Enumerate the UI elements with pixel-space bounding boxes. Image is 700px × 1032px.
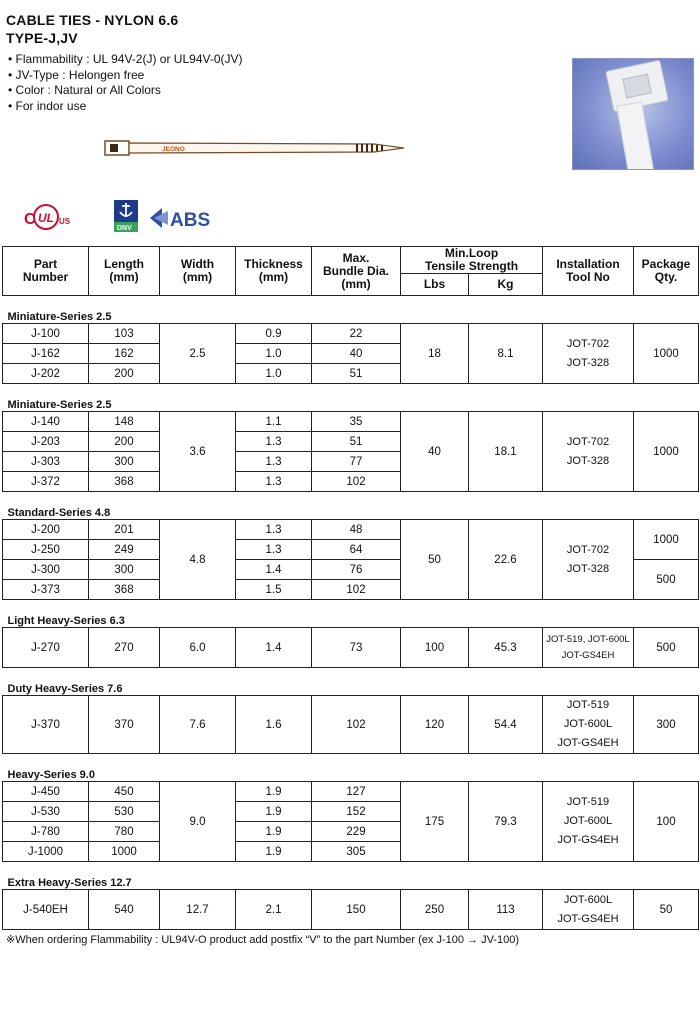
brand-text: JEONO	[162, 146, 185, 153]
kg-cell: 8.1	[469, 324, 543, 384]
length-cell: 1000	[89, 842, 160, 862]
tool-name: JOT-GS4EH	[557, 737, 619, 749]
part-number-cell: J-203	[3, 432, 89, 452]
length-cell: 450	[89, 782, 160, 802]
part-number-cell: J-303	[3, 452, 89, 472]
feature-item: • JV-Type : Helongen free	[8, 68, 243, 84]
installation-tool-cell	[543, 520, 634, 600]
tool-name: JOT-702	[566, 337, 610, 350]
thickness-cell: 1.3	[236, 432, 312, 452]
part-number-cell: J-140	[3, 412, 89, 432]
lbs-cell: 50	[401, 520, 469, 600]
width-cell: 4.8	[160, 520, 236, 600]
series-heading: Miniature-Series 2.5	[7, 311, 112, 323]
bundle-dia-cell: 77	[312, 452, 401, 472]
length-cell: 162	[89, 344, 160, 364]
length-cell: 300	[89, 560, 160, 580]
package-qty-cell: 1000	[634, 520, 699, 560]
length-cell: 530	[89, 802, 160, 822]
bundle-dia-cell: 152	[312, 802, 401, 822]
spec-table	[2, 246, 699, 930]
thickness-cell: 1.3	[236, 540, 312, 560]
photo-tie-body	[616, 101, 655, 170]
kg-cell: 22.6	[469, 520, 543, 600]
tool-name: JOT-519, JOT-600L	[546, 633, 630, 645]
bundle-dia-cell: 73	[312, 628, 401, 668]
part-number-cell: J-372	[3, 472, 89, 492]
table-row	[3, 324, 699, 344]
installation-tool-cell	[543, 324, 634, 384]
thickness-cell: 1.0	[236, 344, 312, 364]
part-number-cell: J-373	[3, 580, 89, 600]
package-qty-cell: 1000	[634, 412, 699, 492]
header-tool: Installation Tool No	[543, 247, 634, 296]
width-cell: 12.7	[160, 890, 236, 930]
feature-item: • Flammability : UL 94V-2(J) or UL94V-0(JV)	[8, 52, 243, 68]
series-heading: Heavy-Series 9.0	[7, 769, 95, 781]
package-qty-cell: 300	[634, 696, 699, 754]
part-number-cell: J-1000	[3, 842, 89, 862]
table-row	[3, 890, 699, 930]
series-heading: Extra Heavy-Series 12.7	[7, 877, 132, 889]
kg-cell: 113	[469, 890, 543, 930]
length-cell: 368	[89, 580, 160, 600]
package-qty-cell: 100	[634, 782, 699, 862]
thickness-cell: 1.3	[236, 452, 312, 472]
header-min-loop: Min.Loop Tensile Strength	[401, 247, 543, 274]
tool-name: JOT-GS4EH	[557, 912, 619, 925]
length-cell: 300	[89, 452, 160, 472]
part-number-cell: J-300	[3, 560, 89, 580]
series-heading-row	[3, 296, 699, 324]
feature-item: • For indor use	[8, 99, 243, 115]
series-heading: Duty Heavy-Series 7.6	[7, 683, 123, 695]
table-row	[3, 696, 699, 754]
lbs-cell: 18	[401, 324, 469, 384]
length-cell: 200	[89, 432, 160, 452]
length-cell: 200	[89, 364, 160, 384]
bundle-dia-cell: 150	[312, 890, 401, 930]
length-cell: 148	[89, 412, 160, 432]
part-number-cell: J-270	[3, 628, 89, 668]
lbs-cell: 100	[401, 628, 469, 668]
thickness-cell: 1.3	[236, 472, 312, 492]
length-cell: 780	[89, 822, 160, 842]
footnote: ※When ordering Flammability : UL94V-O product add postfix “V” to the part Number (ex J-100 → JV-100)	[6, 934, 519, 946]
bundle-dia-cell: 102	[312, 472, 401, 492]
cable-tie-illustration	[104, 138, 410, 158]
bundle-dia-cell: 51	[312, 432, 401, 452]
thickness-cell: 1.9	[236, 822, 312, 842]
bundle-dia-cell: 40	[312, 344, 401, 364]
bundle-dia-cell: 48	[312, 520, 401, 540]
thickness-cell: 1.6	[236, 696, 312, 754]
thickness-cell: 1.4	[236, 628, 312, 668]
bundle-dia-cell: 35	[312, 412, 401, 432]
part-number-cell: J-202	[3, 364, 89, 384]
series-heading: Miniature-Series 2.5	[7, 399, 112, 411]
series-heading-row	[3, 668, 699, 696]
tool-name: JOT-GS4EH	[561, 649, 615, 661]
kg-cell: 54.4	[469, 696, 543, 754]
tool-name: JOT-328	[566, 356, 610, 369]
installation-tool-cell	[543, 412, 634, 492]
tool-name: JOT-519	[566, 699, 610, 711]
table-row	[3, 520, 699, 540]
bundle-dia-cell: 305	[312, 842, 401, 862]
package-qty-cell: 1000	[634, 324, 699, 384]
kg-cell: 79.3	[469, 782, 543, 862]
product-photo	[572, 58, 694, 170]
part-number-cell: J-540EH	[3, 890, 89, 930]
tool-name: JOT-GS4EH	[557, 834, 619, 846]
thickness-cell: 1.5	[236, 580, 312, 600]
bundle-dia-cell: 102	[312, 580, 401, 600]
header-kg: Kg	[469, 274, 543, 296]
thickness-cell: 1.0	[236, 364, 312, 384]
bundle-dia-cell: 64	[312, 540, 401, 560]
part-number-cell: J-100	[3, 324, 89, 344]
table-row	[3, 412, 699, 432]
part-number-cell: J-450	[3, 782, 89, 802]
tool-name: JOT-702	[566, 435, 610, 448]
part-number-cell: J-530	[3, 802, 89, 822]
lbs-cell: 250	[401, 890, 469, 930]
thickness-cell: 1.9	[236, 802, 312, 822]
table-body	[3, 296, 699, 930]
package-qty-cell: 500	[634, 560, 699, 600]
abs-text: ABS	[170, 210, 211, 230]
installation-tool-cell	[543, 628, 634, 668]
header-package: Package Qty.	[634, 247, 699, 296]
width-cell: 3.6	[160, 412, 236, 492]
thickness-cell: 0.9	[236, 324, 312, 344]
feature-list	[8, 52, 243, 114]
series-heading-row	[3, 492, 699, 520]
width-cell: 9.0	[160, 782, 236, 862]
header-part-number: Part Number	[3, 247, 89, 296]
tool-name: JOT-328	[566, 562, 610, 575]
thickness-cell: 1.1	[236, 412, 312, 432]
package-qty-cell: 50	[634, 890, 699, 930]
kg-cell: 18.1	[469, 412, 543, 492]
ul-us-mark: US	[59, 217, 71, 226]
length-cell: 270	[89, 628, 160, 668]
part-number-cell: J-780	[3, 822, 89, 842]
header-thickness: Thickness (mm)	[236, 247, 312, 296]
header-width: Width (mm)	[160, 247, 236, 296]
kg-cell: 45.3	[469, 628, 543, 668]
abs-logo	[148, 206, 222, 230]
lbs-cell: 175	[401, 782, 469, 862]
lbs-cell: 120	[401, 696, 469, 754]
length-cell: 540	[89, 890, 160, 930]
ul-mark: UL	[38, 211, 54, 225]
package-qty-cell: 500	[634, 628, 699, 668]
thickness-cell: 1.4	[236, 560, 312, 580]
certification-logos	[24, 200, 214, 232]
header-bundle-dia: Max. Bundle Dia. (mm)	[312, 247, 401, 296]
page-title: CABLE TIES - NYLON 6.6	[6, 12, 179, 28]
length-cell: 249	[89, 540, 160, 560]
installation-tool-cell	[543, 782, 634, 862]
width-cell: 2.5	[160, 324, 236, 384]
tool-name: JOT-519	[566, 796, 610, 808]
series-heading-row	[3, 862, 699, 890]
bundle-dia-cell: 102	[312, 696, 401, 754]
ul-logo	[24, 202, 76, 232]
length-cell: 370	[89, 696, 160, 754]
part-number-cell: J-370	[3, 696, 89, 754]
tool-name: JOT-600L	[563, 815, 613, 827]
ul-c-mark: C	[24, 211, 36, 228]
part-number-cell: J-250	[3, 540, 89, 560]
length-cell: 103	[89, 324, 160, 344]
width-cell: 6.0	[160, 628, 236, 668]
installation-tool-cell	[543, 890, 634, 930]
series-heading-row	[3, 384, 699, 412]
header-lbs: Lbs	[401, 274, 469, 296]
series-heading-row	[3, 600, 699, 628]
length-cell: 368	[89, 472, 160, 492]
width-cell: 7.6	[160, 696, 236, 754]
lbs-cell: 40	[401, 412, 469, 492]
thickness-cell: 1.3	[236, 520, 312, 540]
series-heading: Standard-Series 4.8	[7, 507, 111, 519]
tool-name: JOT-600L	[563, 718, 613, 730]
bundle-dia-cell: 51	[312, 364, 401, 384]
page-subtitle: TYPE-J,JV	[6, 30, 78, 46]
bundle-dia-cell: 76	[312, 560, 401, 580]
part-number-cell: J-162	[3, 344, 89, 364]
series-heading-row	[3, 754, 699, 782]
part-number-cell: J-200	[3, 520, 89, 540]
dnv-text: DNV	[117, 225, 132, 232]
feature-item: • Color : Natural or All Colors	[8, 83, 243, 99]
length-cell: 201	[89, 520, 160, 540]
table-row	[3, 628, 699, 668]
thickness-cell: 1.9	[236, 842, 312, 862]
tool-name: JOT-600L	[563, 893, 613, 906]
tool-name: JOT-702	[566, 543, 610, 556]
bundle-dia-cell: 22	[312, 324, 401, 344]
thickness-cell: 2.1	[236, 890, 312, 930]
bundle-dia-cell: 229	[312, 822, 401, 842]
tool-name: JOT-328	[566, 454, 610, 467]
bundle-dia-cell: 127	[312, 782, 401, 802]
table-row	[3, 782, 699, 802]
series-heading: Light Heavy-Series 6.3	[7, 615, 125, 627]
dnv-logo	[114, 200, 138, 232]
header-length: Length (mm)	[89, 247, 160, 296]
thickness-cell: 1.9	[236, 782, 312, 802]
installation-tool-cell	[543, 696, 634, 754]
